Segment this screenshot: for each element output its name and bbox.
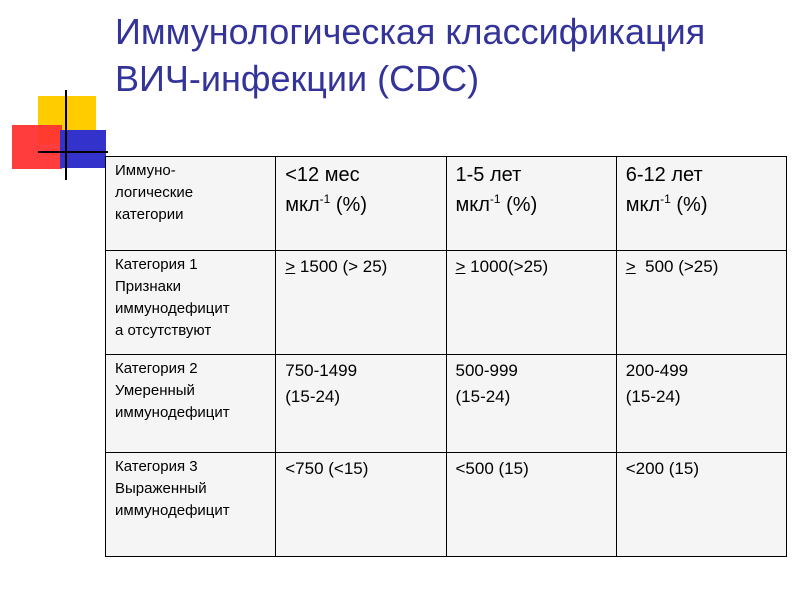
label-text: Выраженный xyxy=(115,480,207,497)
header-text: 6-12 лет xyxy=(625,164,703,186)
header-text: категории xyxy=(115,206,184,223)
cell-value: <200 (15) xyxy=(616,453,786,557)
cell-value xyxy=(276,355,446,453)
header-text: 1-5 лет xyxy=(455,164,522,186)
table-row xyxy=(106,251,787,355)
unit-text: мкл xyxy=(285,194,320,216)
ge-sign: > xyxy=(625,257,636,276)
header-6-12-years xyxy=(616,157,786,251)
row-label-category-2 xyxy=(106,355,276,453)
header-categories xyxy=(106,157,276,251)
cell-value xyxy=(616,251,786,355)
label-text: а отсутствуют xyxy=(115,322,212,339)
row-label-category-1 xyxy=(106,251,276,355)
unit-exponent: -1 xyxy=(660,192,671,206)
slide-title xyxy=(115,8,785,102)
header-1-5-years xyxy=(446,157,616,251)
value-text: (15-24) xyxy=(285,387,341,406)
title-line-1: Иммунологическая классификация xyxy=(115,11,706,52)
header-under-12-months xyxy=(276,157,446,251)
unit-text: (%) xyxy=(330,194,367,216)
value-text: 750-1499 xyxy=(285,361,358,380)
label-text: иммунодефицит xyxy=(115,502,230,519)
cell-value xyxy=(276,251,446,355)
cell-value xyxy=(616,355,786,453)
label-text: Умеренный xyxy=(115,382,195,399)
bullet-squares-icon xyxy=(0,0,110,190)
value-text: 500 (>25) xyxy=(635,257,719,276)
label-text: Категория 3 xyxy=(115,458,198,475)
cell-value xyxy=(446,251,616,355)
ge-sign: > xyxy=(455,257,466,276)
header-text: логические xyxy=(115,184,194,201)
label-text: Признаки xyxy=(115,278,181,295)
title-line-2: ВИЧ-инфекции (CDC) xyxy=(115,58,480,99)
row-label-category-3 xyxy=(106,453,276,557)
label-text: Категория 2 xyxy=(115,360,198,377)
label-text: иммунодефицит xyxy=(115,300,230,317)
header-text: <12 мес xyxy=(285,164,360,186)
table-row xyxy=(106,355,787,453)
value-text: (15-24) xyxy=(455,387,511,406)
unit-exponent: -1 xyxy=(489,192,501,206)
unit-exponent: -1 xyxy=(319,192,331,206)
label-text: Категория 1 xyxy=(115,256,198,273)
ge-sign: > xyxy=(285,257,296,276)
value-text: 200-499 xyxy=(625,361,689,380)
value-text: 1000(>25) xyxy=(465,257,549,276)
cell-value: <750 (<15) xyxy=(276,453,446,557)
unit-text: (%) xyxy=(670,194,708,216)
value-text: (15-24) xyxy=(625,387,681,406)
unit-text: (%) xyxy=(500,194,538,216)
cell-value: <500 (15) xyxy=(446,453,616,557)
unit-text: мкл xyxy=(625,194,661,216)
value-text: 500-999 xyxy=(455,361,518,380)
table-header-row xyxy=(106,157,787,251)
classification-table xyxy=(105,156,787,557)
header-text: Иммуно- xyxy=(115,162,176,179)
table-row xyxy=(106,453,787,557)
cell-value xyxy=(446,355,616,453)
label-text: иммунодефицит xyxy=(115,404,230,421)
value-text: 1500 (> 25) xyxy=(295,257,388,276)
unit-text: мкл xyxy=(455,194,490,216)
